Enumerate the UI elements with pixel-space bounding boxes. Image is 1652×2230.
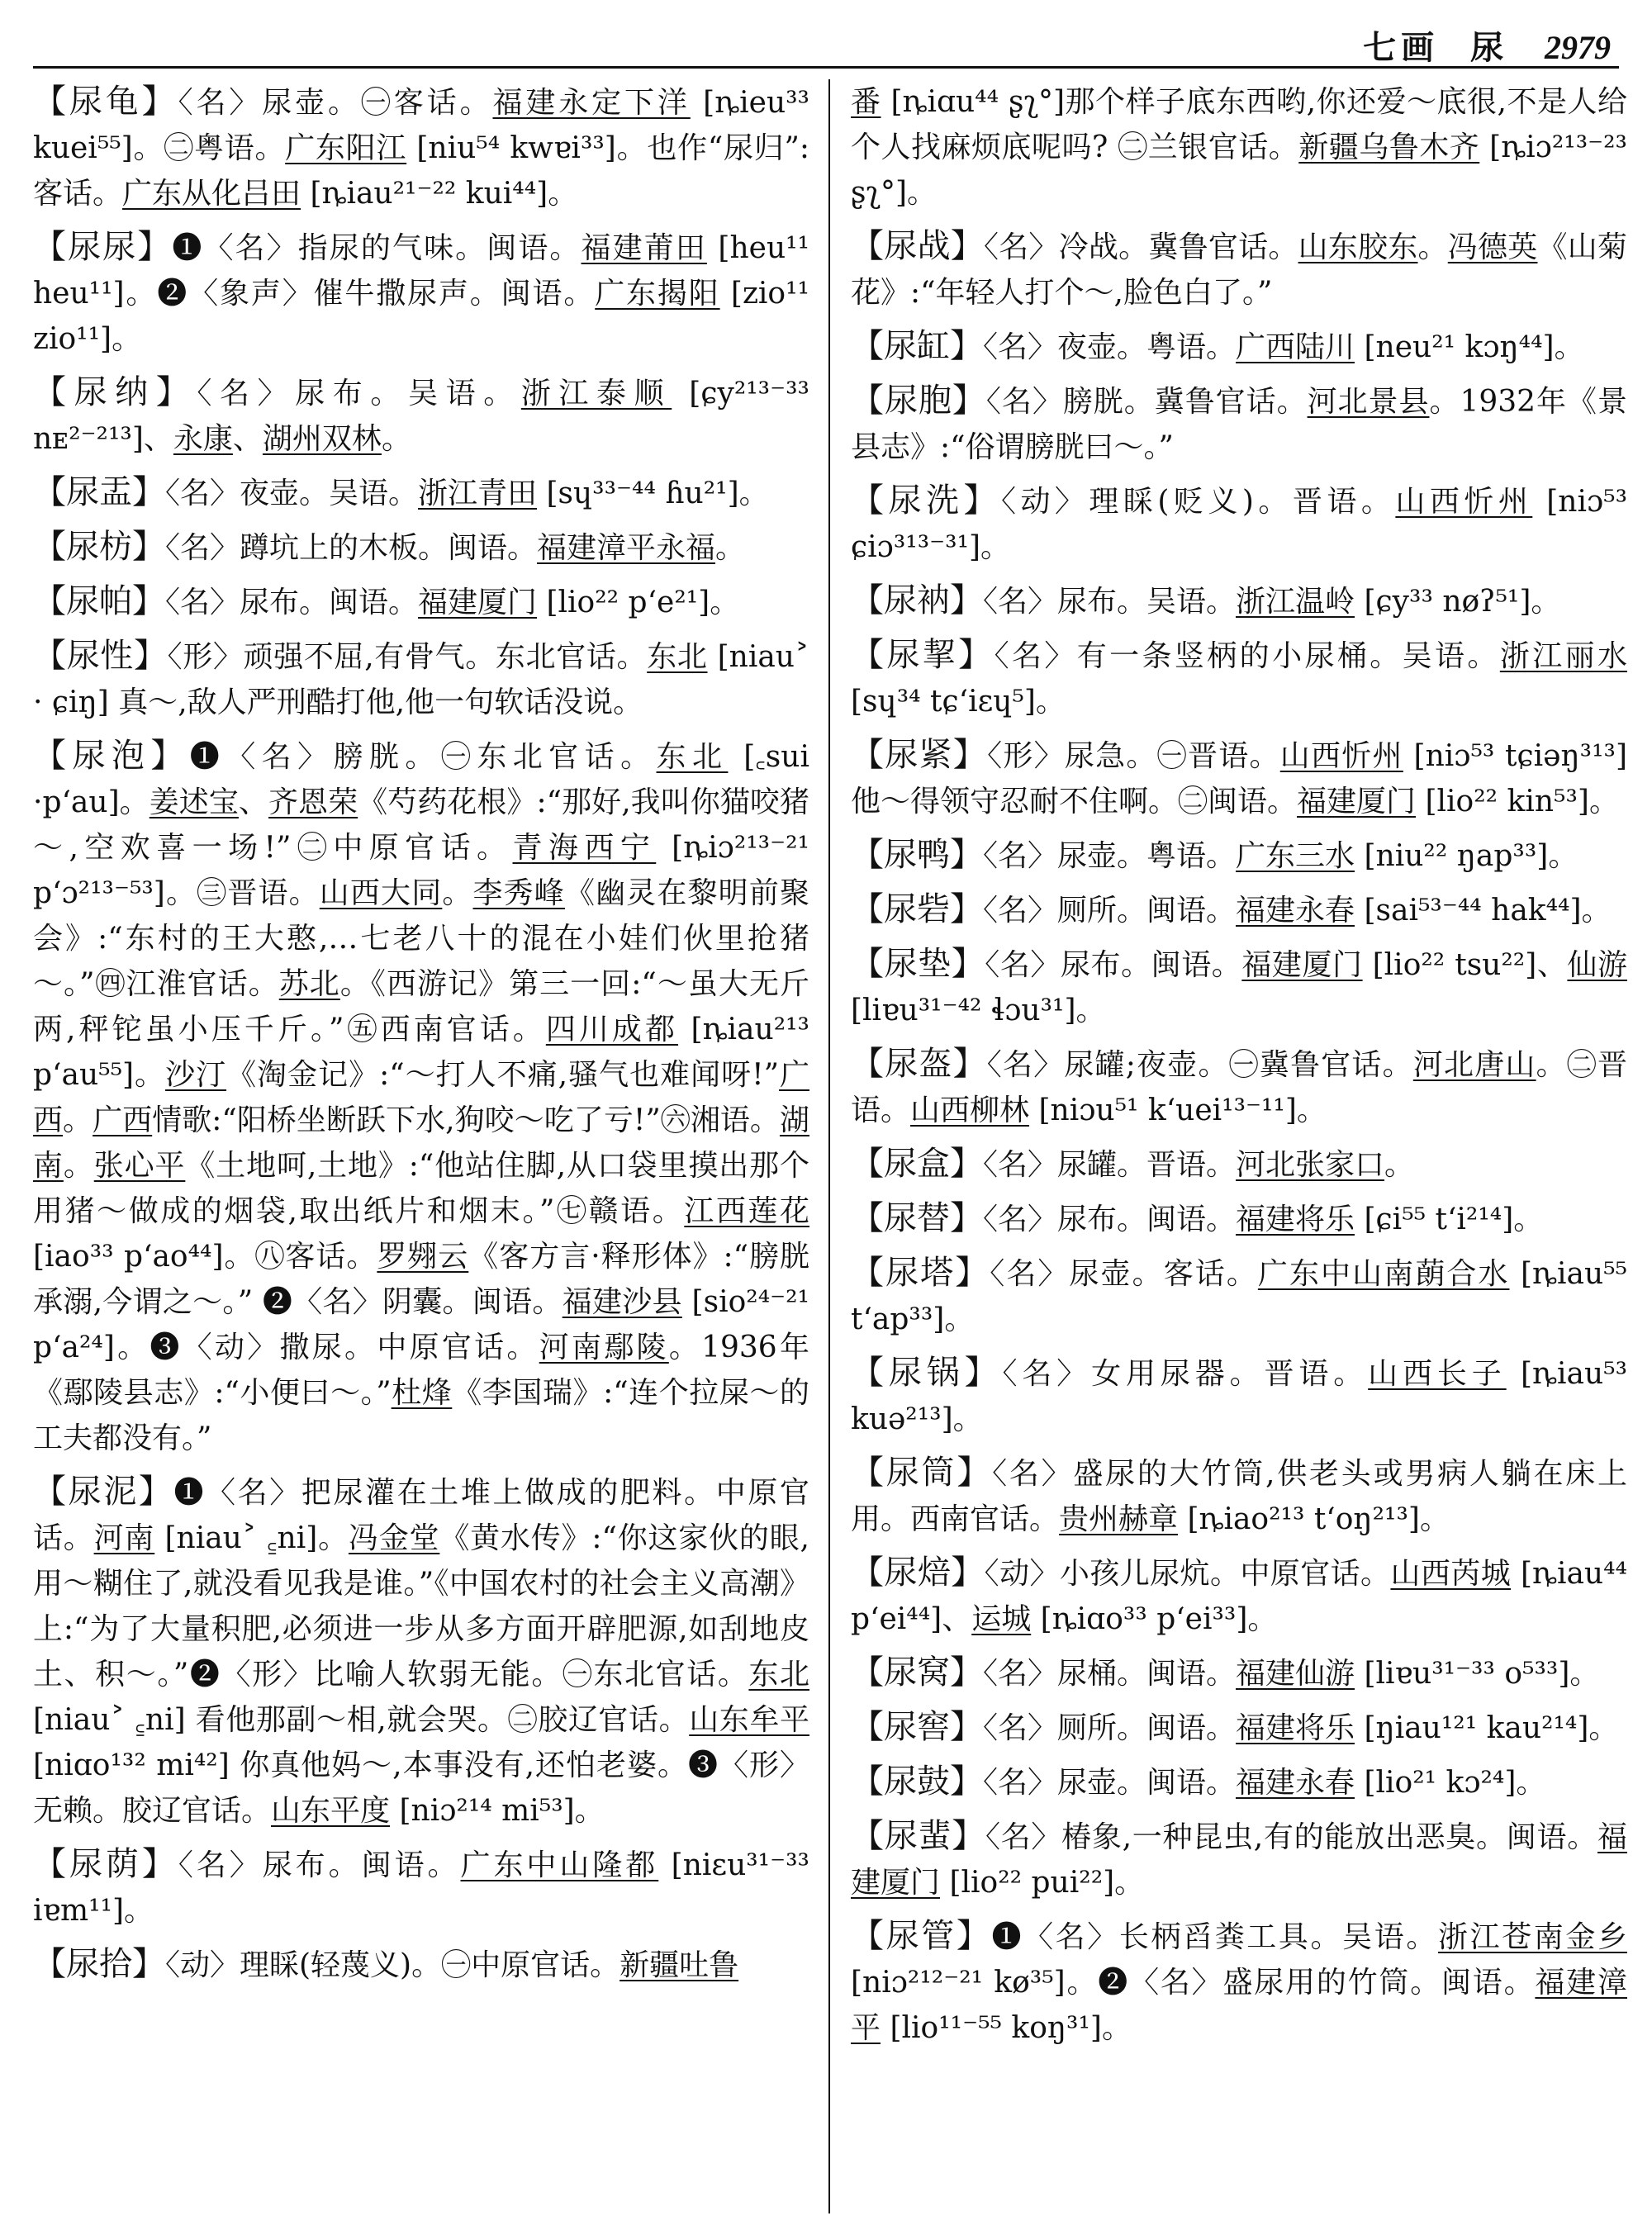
entry-text: 〈名〉尿壶。粤语。 [983,839,1237,873]
dictionary-entry [851,942,1627,1033]
entry-text: [sio²⁴⁻²¹ p‘a²⁴]。❸〈动〉撒尿。中原官话。 [33,1285,809,1364]
headword: 【尿焙】 [851,1554,985,1592]
place-or-source-name: 沙汀 [165,1058,227,1092]
place-or-source-name: 贵州赫章 [1059,1502,1179,1536]
entry-text: 《山菊花》:“年轻人打个～,脸色白了。” [851,230,1627,310]
entry-text: [ȵiau²¹³ p‘au⁵⁵]。 [33,1013,809,1092]
place-or-source-name: 山西柳林 [910,1094,1030,1127]
place-or-source-name: 江西莲花 [684,1194,809,1228]
place-or-source-name: 山西大同 [319,876,443,910]
place-or-source-name: 冯金堂 [348,1521,440,1555]
entry-text: [lio²² pui²²]。 [940,1866,1145,1900]
entry-text: [niɔ²¹²⁻²¹ kø³⁵]。❷〈名〉盛尿用的竹筒。闽语。 [851,1966,1536,2000]
entry-text: 〈名〉膀胱。冀鲁官话。 [985,385,1308,419]
place-or-source-name: 广东阳江 [285,131,407,165]
dictionary-entry [851,1141,1627,1188]
dictionary-entry [851,1350,1627,1442]
headword: 【尿洗】 [851,482,1001,520]
dictionary-entry [33,470,809,516]
dictionary-entry [33,1469,809,1834]
page-header [33,18,1619,69]
entry-text: 〈名〉尿布。吴语。 [197,377,521,410]
headword: 【尿窝】 [851,1654,983,1691]
place-or-source-name: 福建厦门 [851,1820,1627,1900]
place-or-source-name: 青海西宁 [512,831,657,865]
entry-text: 〈名〉尿布。闽语。 [165,586,419,619]
entry-text: 〈名〉女用尿器。晋语。 [1002,1357,1369,1391]
place-or-source-name: 山东牟平 [689,1703,809,1737]
entry-text: 〈名〉尿布。闽语。 [985,948,1242,982]
entry-text: [ȵieu³³ kuei⁵⁵]。㊁粤语。 [33,86,809,165]
entry-text: [niau˃ · ɕiŋ] 真～,敌人严刑酷打他,他一句软话没说。 [33,640,809,719]
entry-text: 。 [715,531,746,565]
headword: 【尿塔】 [851,1254,990,1292]
entry-text: [heu¹¹ heu¹¹]。❷〈象声〉催牛撒尿声。闽语。 [33,231,809,311]
entry-text: 〈名〉夜壶。粤语。 [983,330,1237,364]
place-or-source-name: 姜述宝 [149,785,239,819]
entry-text: 〈形〉尿急。㊀晋语。 [987,739,1280,773]
dictionary-entry [33,79,809,216]
entry-text: [niɔu⁵¹ k‘uei¹³⁻¹¹]。 [1029,1094,1327,1127]
entry-text: 〈动〉理睬(轻蔑义)。㊀中原官话。 [165,1948,620,1982]
place-or-source-name: 山西忻州 [1395,485,1533,519]
place-or-source-name: 福建漳平永福 [537,531,716,565]
entry-text: 《李国瑞》:“连个拉屎～的工夫都没有。” [33,1376,809,1455]
headword: 【尿衲】 [851,581,983,619]
entry-text: 〈名〉尿罐。晋语。 [983,1148,1237,1182]
place-or-source-name: 新疆乌鲁木齐 [1298,130,1480,164]
dictionary-entry [851,1814,1627,1905]
entry-text: 〈名〉有一条竖柄的小尿桶。吴语。 [994,639,1500,673]
entry-text: [꜀sui ·p‘au]。 [33,740,809,819]
headword: 【尿纳】 [33,373,197,411]
entry-text: 《芍药花根》:“那好,我叫你猫咬猪～,空欢喜一场!”㊁中原官话。 [33,785,809,865]
head-character: 尿 [1470,28,1504,67]
entry-text: 《土地呵,土地》:“他站住脚,从口袋里摸出那个用猪～做成的烟袋,取出纸片和烟末。”㊆赣语。 [33,1149,809,1228]
place-or-source-name: 湖南 [33,1103,809,1183]
entry-text: [niu²² ŋap³³]。 [1355,839,1578,873]
headword: 【尿挈】 [851,636,995,674]
entry-text: [ȵiɔ²¹³⁻²¹ p‘ɔ²¹³⁻⁵³]。㊂晋语。 [33,831,809,910]
place-or-source-name: 浙江泰顺 [520,377,672,410]
headword: 【尿锅】 [851,1354,1003,1392]
place-or-source-name: 福建厦门 [1297,785,1417,818]
entry-text: 〈名〉尿壶。闽语。 [983,1766,1237,1800]
place-or-source-name: 湖州双林 [262,422,382,456]
dictionary-entry [851,1759,1627,1805]
dictionary-entry [33,633,809,725]
place-or-source-name: 浙江青田 [418,477,538,510]
entry-text: [lio¹¹⁻⁵⁵ koŋ³¹]。 [881,2011,1132,2045]
place-or-source-name: 东北 [647,640,708,674]
place-or-source-name: 东北 [748,1658,809,1691]
headword: 【尿胞】 [851,382,986,420]
entry-text: ❶〈名〉膀胱。㊀东北官话。 [189,740,657,774]
dictionary-entry [33,524,809,571]
place-or-source-name: 福建厦门 [1241,948,1363,982]
headword: 【尿垫】 [851,945,985,983]
entry-text: 。《西游记》第三一回:“～虽大无斤两,秤铊虽小压千斤。”㊄西南官话。 [33,967,809,1046]
place-or-source-name: 杜烽 [391,1376,453,1410]
entry-text: 。㊁晋语。 [851,1048,1627,1127]
entry-text: 〈名〉尿布。闽语。 [178,1848,461,1882]
dictionary-entry [851,378,1627,470]
place-or-source-name: 番 [851,85,881,119]
entry-text: 〈名〉尿壶。客话。 [990,1257,1258,1291]
entry-text: [niɑo¹³² mi⁴²] 你真他妈～,本事没有,还怕老婆。❸〈形〉无赖。胶辽官话。 [33,1748,809,1828]
place-or-source-name: 运城 [971,1602,1032,1636]
dictionary-entry [33,225,809,362]
entry-text: 〈名〉蹲坑上的木板。闽语。 [165,531,538,565]
headword: 【尿尿】 [33,228,173,266]
entry-text: [liɐu³¹⁻⁴² ɬɔu³¹]。 [851,994,1106,1027]
headword: 【尿拾】 [33,1945,165,1983]
entry-text: [iao³³ p‘ao⁴⁴]。㊇客话。 [33,1240,377,1274]
headword: 【尿龟】 [33,83,178,121]
headword: 【尿筒】 [851,1454,993,1492]
entry-text: 。1936年《鄢陵县志》:“小便曰～。” [33,1331,809,1410]
dictionary-entry [851,1041,1627,1133]
dictionary-entry [851,887,1627,933]
place-or-source-name: 仙游 [1567,948,1627,982]
entry-text: [ȵiau⁵³ kuə²¹³]。 [851,1357,1627,1436]
entry-text: 。 [442,876,473,910]
place-or-source-name: 山西长子 [1368,1357,1507,1391]
entry-text: [niɔ⁵³ ɕiɔ³¹³⁻³¹]。 [851,485,1627,564]
entry-text: [ȵiau⁴⁴ p‘ei⁴⁴]、 [851,1557,1627,1636]
headword: 【尿蜚】 [851,1817,985,1855]
dictionary-entry [33,733,809,1461]
entry-text: 。 [1417,230,1448,264]
entry-text: [sɥ³⁴ tɕ‘iɛɥ⁵]。 [851,685,1066,719]
section-label: 七画 [1363,28,1440,67]
place-or-source-name: 苏北 [278,967,340,1001]
entry-text: 〈名〉冷战。冀鲁官话。 [983,230,1298,264]
place-or-source-name: 永康 [173,422,233,456]
entry-text: 《幽灵在黎明前聚会》:“东村的王大憨,…七老八十的混在小娃们伙里抢猪～。”㊃江淮官话。 [33,876,809,1001]
place-or-source-name: 罗翙云 [377,1240,469,1274]
headword: 【尿管】 [851,1917,992,1955]
place-or-source-name: 山东平度 [271,1794,391,1828]
place-or-source-name: 福建莆田 [581,231,707,265]
dictionary-entry [851,578,1627,624]
headword: 【尿紧】 [851,736,988,774]
entry-text: 、 [238,785,268,819]
place-or-source-name: 四川成都 [545,1013,679,1046]
place-or-source-name: 齐恩荣 [268,785,358,819]
right-column [851,79,1627,2213]
headword: 【尿荫】 [33,1845,178,1883]
entry-text: ❶〈名〉把尿灌在土堆上做成的肥料。中原官话。 [33,1476,809,1555]
place-or-source-name: 广西 [93,1103,153,1137]
entry-text: [ŋiau¹²¹ kau²¹⁴]。 [1355,1711,1619,1745]
entry-text: 。1932年《景县志》:“俗谓膀胱曰～。” [851,385,1627,464]
dictionary-entry [851,1550,1627,1642]
entry-text: 〈名〉盛尿的大竹筒,供老头或男病人躺在床上用。西南官话。 [851,1457,1627,1536]
entry-text: 《淘金记》:“～打人不痛,骚气也难闻呀!” [226,1058,779,1092]
headword: 【尿盔】 [851,1045,987,1083]
place-or-source-name: 广东三水 [1236,839,1355,873]
entry-text: [ȵiɔ²¹³⁻²³ ʂʅ°]。 [851,130,1627,210]
place-or-source-name: 福建永春 [1236,1766,1355,1800]
place-or-source-name: 广东揭阳 [595,277,720,311]
entry-text: [ȵiao²¹³ t‘oŋ²¹³]。 [1178,1502,1450,1536]
headword: 【尿鼓】 [851,1763,983,1801]
page-number: 2979 [1545,29,1611,66]
entry-text: 情歌:“阳桥坐断跃下水,狗咬～吃了亏!”㊅湘语。 [152,1103,780,1137]
entry-text: [niɔ⁵³ tɕiəŋ³¹³] 他～得领守忍耐不住啊。㊁闽语。 [851,739,1627,818]
entry-text: 〈名〉尿布。吴语。 [983,585,1237,619]
place-or-source-name: 广东从化吕田 [122,177,301,211]
entry-text: 〈名〉厕所。闽语。 [983,894,1237,928]
dictionary-entry [33,1842,809,1933]
entry-text: 《黄水传》:“你这家伙的眼,用～糊住了,就没看见我是谁。”《中国农村的社会主义高潮》上:“为了大量积肥,必须进一步从多方面开辟肥源,如刮地皮土、积～。”❷〈形〉比喻人软弱无能。㊀东北官话。 [33,1521,809,1691]
entry-text: 。 [63,1103,93,1137]
entry-text: [sɥ³³⁻⁴⁴ ɦu²¹]。 [537,477,769,510]
headword: 【尿替】 [851,1199,983,1237]
place-or-source-name: 浙江温岭 [1236,585,1355,619]
column-divider [828,79,830,2213]
entry-text: 〈动〉理睬(贬义)。晋语。 [1000,485,1396,519]
dictionary-entry [851,1250,1627,1342]
entry-text: [zio¹¹ zio¹¹]。 [33,277,809,356]
entry-text: 〈名〉尿壶。㊀客话。 [178,86,493,120]
headword: 【尿帕】 [33,582,165,620]
place-or-source-name: 山东胶东 [1298,230,1418,264]
entry-text: [niau˃ ꜁ni] 看他那副～相,就会哭。㊁胶辽官话。 [33,1703,690,1737]
entry-text: 《客方言·释形体》:“膀胱承溺,今谓之～。” ❷〈名〉阴囊。闽语。 [33,1240,809,1319]
headword: 【尿枋】 [33,528,165,566]
dictionary-entry [851,224,1627,316]
entry-text: 〈名〉尿布。闽语。 [983,1203,1237,1236]
entry-text: [niu⁵⁴ kwɐi³³]。也作“尿归”:客话。 [33,131,809,211]
entry-text: [ɕi⁵⁵ t‘i²¹⁴]。 [1355,1203,1544,1236]
dictionary-entry [851,79,1627,216]
headword: 【尿战】 [851,227,984,265]
dictionary-entry [851,1450,1627,1542]
dictionary-entry [851,833,1627,879]
place-or-source-name: 浙江丽水 [1499,639,1627,673]
entry-text: 。 [1384,1148,1415,1182]
headword: 【尿砦】 [851,890,983,928]
headword: 【尿泡】 [33,737,190,775]
entry-text: [ɕy³³ nøʔ⁵¹]。 [1355,585,1561,619]
place-or-source-name: 福建厦门 [418,586,538,619]
running-head [1363,21,1611,69]
place-or-source-name: 广西 [33,1058,809,1137]
place-or-source-name: 河北唐山 [1412,1048,1536,1082]
entry-text: 〈名〉厕所。闽语。 [983,1711,1237,1745]
entry-text: 。 [63,1149,94,1183]
dictionary-entry [851,324,1627,370]
headword: 【尿泥】 [33,1473,174,1511]
place-or-source-name: 河南鄢陵 [539,1331,669,1364]
entry-text: 〈名〉夜壶。吴语。 [165,477,419,510]
place-or-source-name: 福建永定下洋 [492,86,691,120]
place-or-source-name: 浙江苍南金乡 [1437,1920,1627,1954]
place-or-source-name: 冯德英 [1447,230,1538,264]
place-or-source-name: 河北景县 [1307,385,1430,419]
headword: 【尿窖】 [851,1708,983,1746]
entry-text: [lio²² p‘e²¹]。 [537,586,740,619]
entry-text: [neu²¹ kɔŋ⁴⁴]。 [1355,330,1584,364]
dictionary-entry [851,1705,1627,1751]
place-or-source-name: 福建沙县 [562,1285,682,1319]
dictionary-entry [851,1650,1627,1696]
dictionary-entry [851,633,1627,724]
place-or-source-name: 广东中山隆都 [460,1848,659,1882]
headword: 【尿盂】 [33,473,165,511]
dictionary-entry [851,1196,1627,1242]
entry-text: 。 [381,422,411,456]
entry-text: 、 [232,422,263,456]
entry-text: [lio²² kin⁵³]。 [1416,785,1619,818]
entry-text: [niɔ²¹⁴ mi⁵³]。 [390,1794,605,1828]
entry-text: [liɐu³¹⁻³³ o⁵³³]。 [1355,1657,1600,1691]
entry-text: [lio²² tsu²²]、 [1362,948,1568,982]
place-or-source-name: 东北 [656,740,729,774]
place-or-source-name: 李秀峰 [472,876,565,910]
headword: 【尿盒】 [851,1145,983,1183]
place-or-source-name: 山西芮城 [1390,1557,1512,1591]
headword: 【尿性】 [33,637,168,675]
entry-text: 〈名〉尿罐;夜壶。㊀冀鲁官话。 [986,1048,1413,1082]
headword: 【尿缸】 [851,327,983,365]
left-column [33,79,809,2213]
place-or-source-name: 河南 [93,1521,155,1555]
entry-text: [ȵiau²¹⁻²² kui⁴⁴]。 [301,177,578,211]
place-or-source-name: 福建将乐 [1236,1711,1355,1745]
dictionary-entry [33,370,809,462]
dictionary-entry [851,478,1627,570]
entry-text: [ȵiɑu⁴⁴ ʂʅ°]那个样子底东西哟,你还爱～底很,不是人给个人找麻烦底呢吗? ㊁兰银官话。 [851,85,1627,164]
entry-text: [niɛu³¹⁻³³ iɐm¹¹]。 [33,1848,809,1928]
place-or-source-name: 广东中山南蓢合水 [1257,1257,1510,1291]
entry-text: ❶〈名〉指尿的气味。闽语。 [172,231,582,265]
headword: 【尿鸭】 [851,836,983,874]
dictionary-entry [33,579,809,625]
entry-text: 〈动〉小孩儿尿炕。中原官话。 [984,1557,1391,1591]
place-or-source-name: 广西陆川 [1236,330,1355,364]
place-or-source-name: 福建永春 [1236,894,1355,928]
place-or-source-name: 张心平 [93,1149,186,1183]
entry-text: 〈形〉顽强不屈,有骨气。东北官话。 [167,640,648,674]
dictionary-entry [851,1914,1627,2051]
dictionary-entry [33,1942,809,1988]
entry-text: 〈名〉椿象,一种昆虫,有的能放出恶臭。闽语。 [985,1820,1597,1854]
place-or-source-name: 新疆吐鲁 [620,1948,739,1982]
place-or-source-name: 福建将乐 [1236,1203,1355,1236]
entry-text: [ɕy²¹³⁻³³ nᴇ²⁻²¹³]、 [33,377,809,456]
entry-text: [sai⁵³⁻⁴⁴ hak⁴⁴]。 [1355,894,1612,928]
entry-text: [lio²¹ kɔ²⁴]。 [1355,1766,1546,1800]
dictionary-entry [851,733,1627,824]
entry-text: [ȵiɑo³³ p‘ei³³]。 [1031,1602,1278,1636]
place-or-source-name: 山西忻州 [1279,739,1403,773]
place-or-source-name: 河北张家口 [1236,1148,1385,1182]
place-or-source-name: 福建漳平 [851,1966,1627,2045]
entry-text: [niau˃ ꜁ni]。 [154,1521,349,1555]
place-or-source-name: 福建仙游 [1236,1657,1355,1691]
entry-text: ❶〈名〉长柄舀粪工具。吴语。 [991,1920,1438,1954]
entry-text: 〈名〉尿桶。闽语。 [983,1657,1237,1691]
entry-text: [ȵiau⁵⁵ t‘ap³³]。 [851,1257,1627,1336]
